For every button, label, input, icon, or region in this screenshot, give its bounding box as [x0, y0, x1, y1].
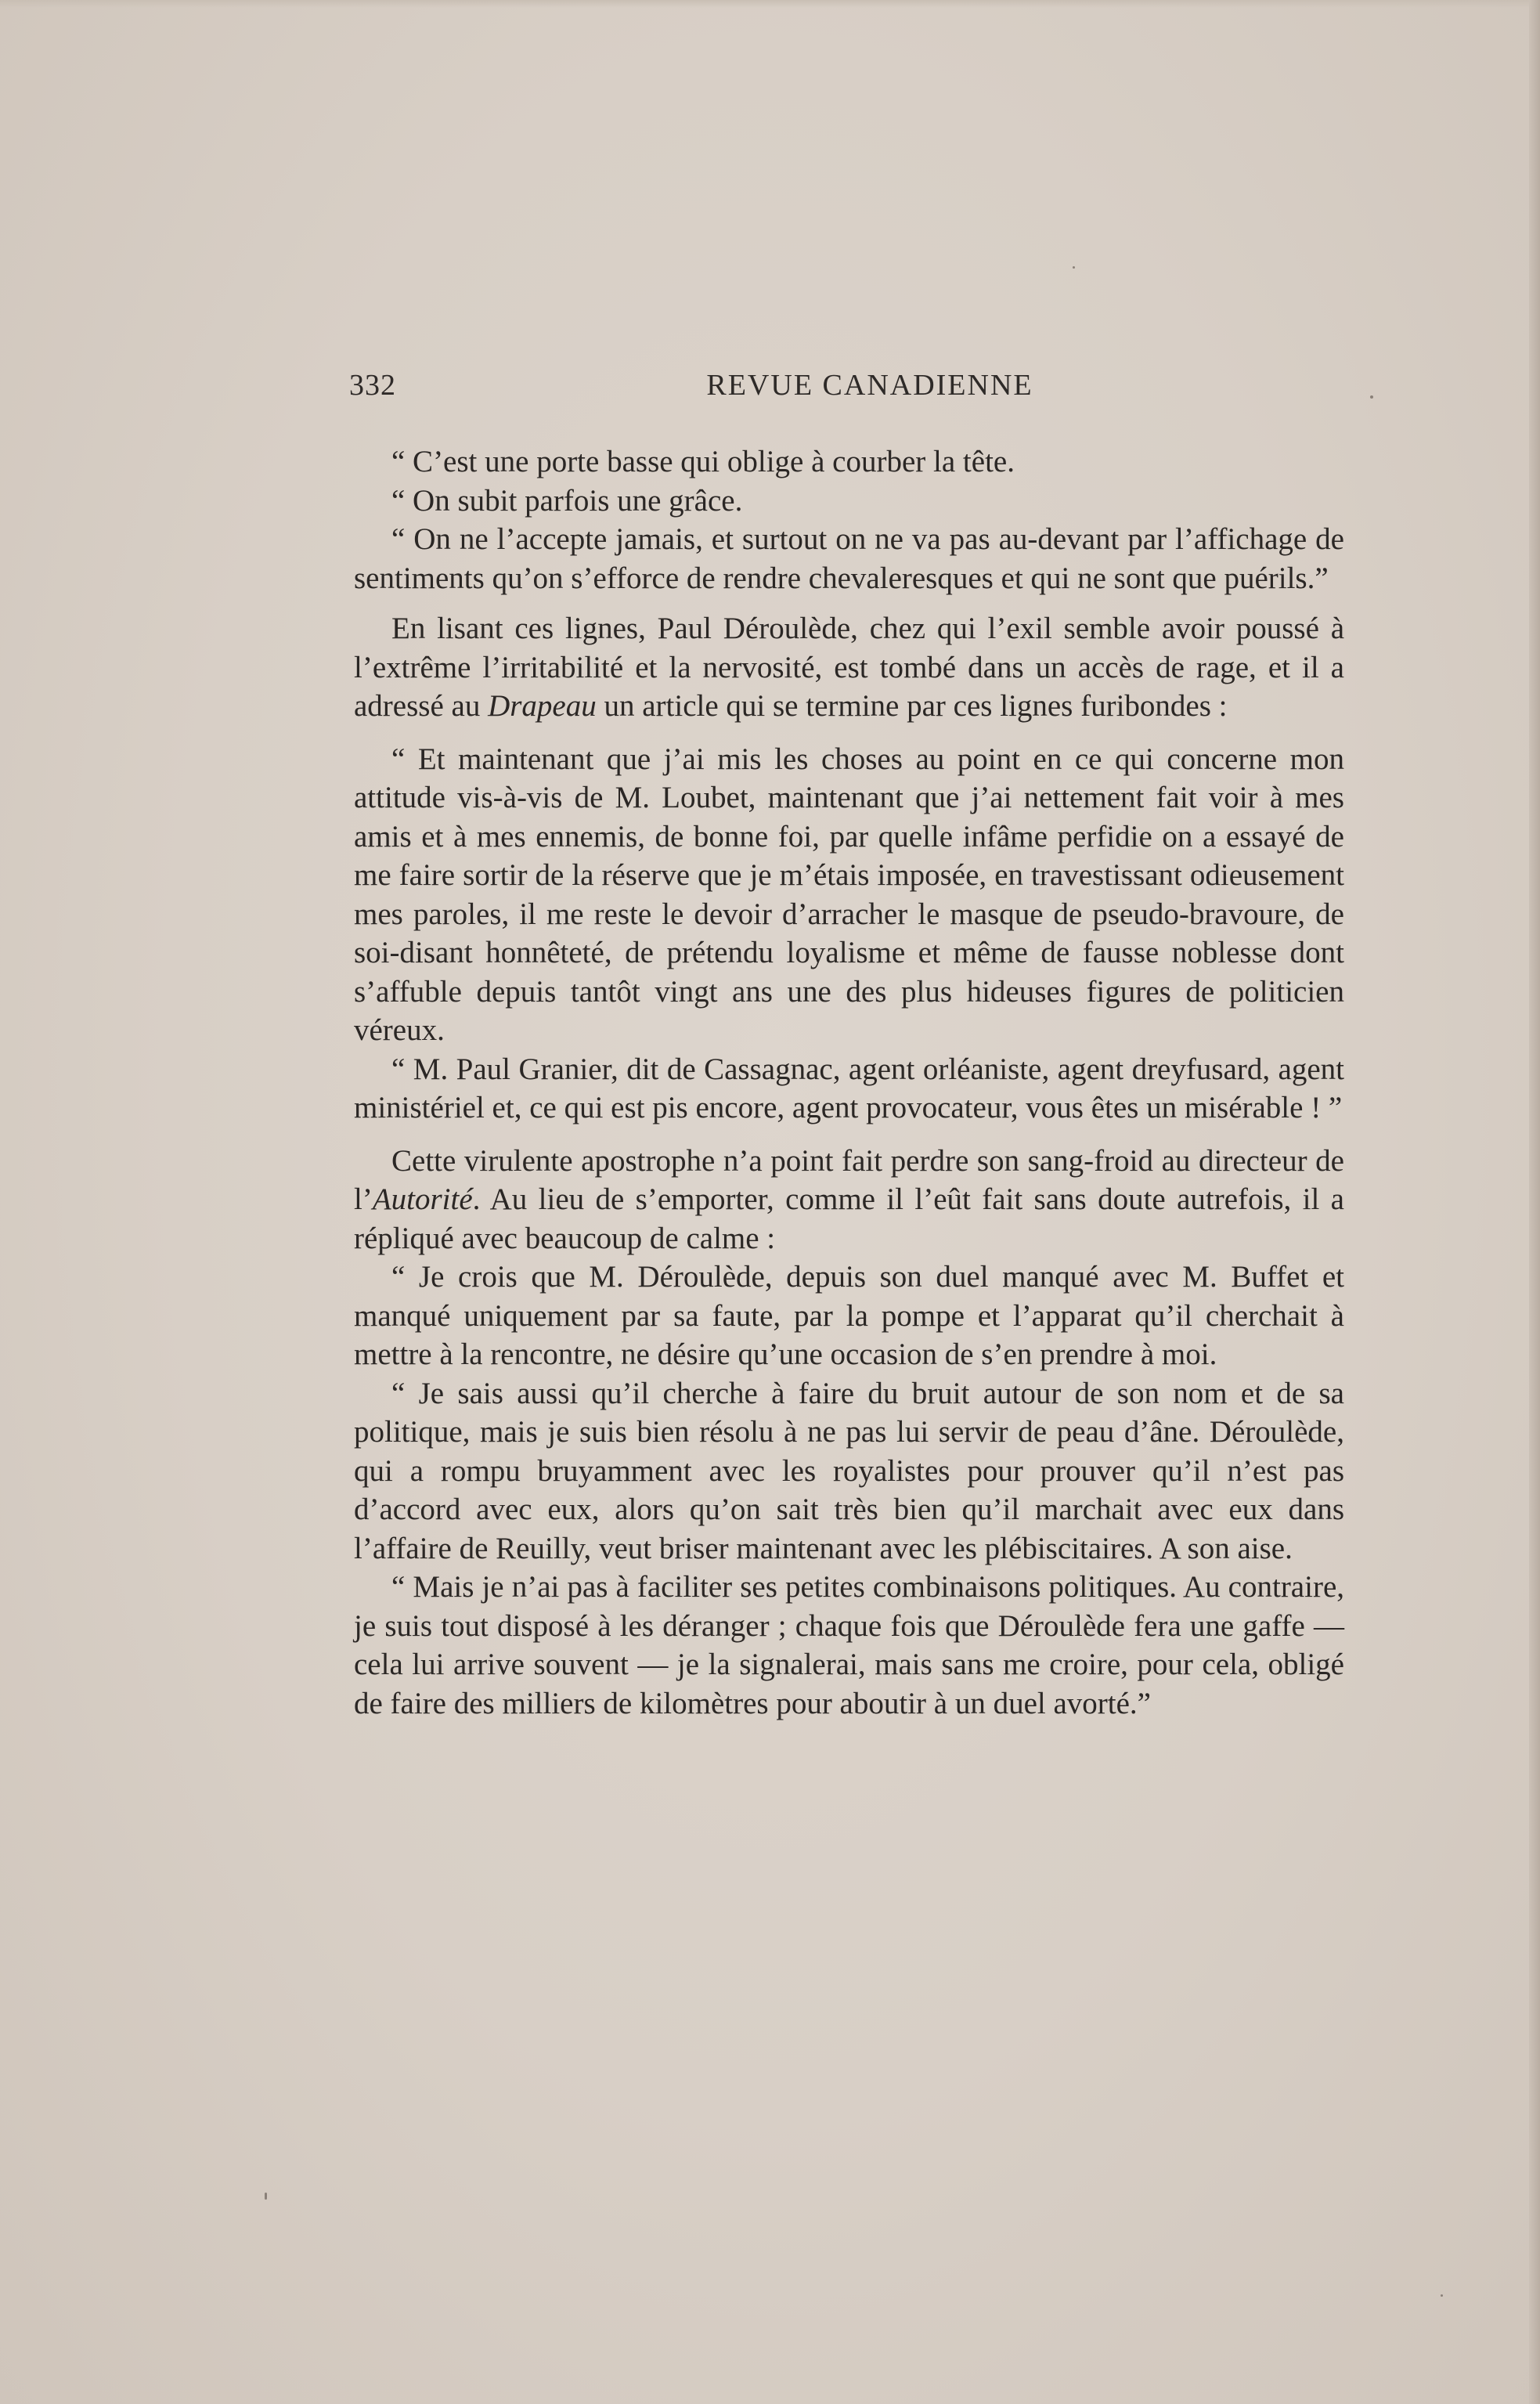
paragraph: “ Je sais aussi qu’il cherche à faire du bruit autour de son nom et de sa politique, mais je suis bien résolu à ne pas lui servir de peau d’âne. Déroulède, qui a rompu bruyamment avec les royalistes pour prouver qu’il n’est pas d’accord avec eux, alors qu’on sait très bien qu’il marchait avec eux dans l’affaire de Reuilly, veut briser maintenant avec les plébiscitaires. A son aise. — [354, 1376, 1344, 1565]
paragraph: “ On ne l’accepte jamais, et surtout on ne va pas au-devant par l’affichage de sentiments qu’on s’efforce de rendre chevaleresques et qui ne sont que puérils.” — [354, 522, 1344, 595]
body-text — [354, 442, 1344, 1723]
running-header — [349, 368, 1351, 415]
paper-fleck — [1441, 2294, 1443, 2297]
paragraph: “ Et maintenant que j’ai mis les choses au point en ce qui concerne mon attitude vis-à-vis de M. Loubet, maintenant que j’ai nettement fait voir à mes amis et à mes ennemis, de bonne foi, par quelle infâme perfidie on a essayé de me faire sortir de la réserve que je m’étais imposée, en travestissant odieusement mes paroles, il me reste le devoir d’arracher le masque de pseudo-bravoure, de soi-disant honnêteté, de prétendu loyalisme et même de fausse noblesse dont s’affuble depuis tantôt vingt ans une des plus hideuses figures de politicien véreux. — [354, 742, 1344, 1047]
page-top-shadow — [0, 0, 1540, 8]
running-title: REVUE CANADIENNE — [706, 369, 1033, 402]
page-number: 332 — [349, 369, 396, 402]
paragraph: Cette virulente apostrophe n’a point fait perdre son sang-froid au directeur de l’Autorité. Au lieu de s’emporter, comme il l’eût fait sans doute autrefois, il a répliqué avec beaucoup de calme : — [354, 1143, 1344, 1255]
page-right-edge — [1529, 0, 1540, 2404]
paper-fleck — [1073, 266, 1075, 269]
paper-fleck — [1370, 395, 1373, 399]
paragraph: “ Je crois que M. Déroulède, depuis son duel manqué avec M. Buffet et manqué uniquement par sa faute, par la pompe et l’apparat qu’il cherchait à mettre à la rencontre, ne désire qu’une occasion de s’en prendre à moi. — [354, 1260, 1344, 1371]
paper-fleck — [265, 2193, 267, 2200]
paragraph: “ C’est une porte basse qui oblige à courber la tête. — [391, 445, 1015, 478]
paragraph: En lisant ces lignes, Paul Déroulède, chez qui l’exil semble avoir poussé à l’extrême l’irritabilité et la nervosité, est tombé dans un accès de rage, et il a adressé au Drapeau un article qui se termine par ces lignes furibondes : — [354, 612, 1344, 723]
paragraph: “ On subit parfois une grâce. — [391, 483, 743, 518]
paragraph: “ Mais je n’ai pas à faciliter ses petites combinaisons politiques. Au contraire, je suis tout disposé à les déranger ; chaque fois que Déroulède fera une gaffe — cela lui arrive souvent — je la signalerai, mais sans me croire, pour cela, obligé de faire des milliers de kilomètres pour aboutir à un duel avorté.” — [354, 1570, 1344, 1720]
paragraph: “ M. Paul Granier, dit de Cassagnac, agent orléaniste, agent dreyfusard, agent ministériel et, ce qui est pis encore, agent provocateur, vous êtes un misérable ! ” — [354, 1052, 1344, 1124]
